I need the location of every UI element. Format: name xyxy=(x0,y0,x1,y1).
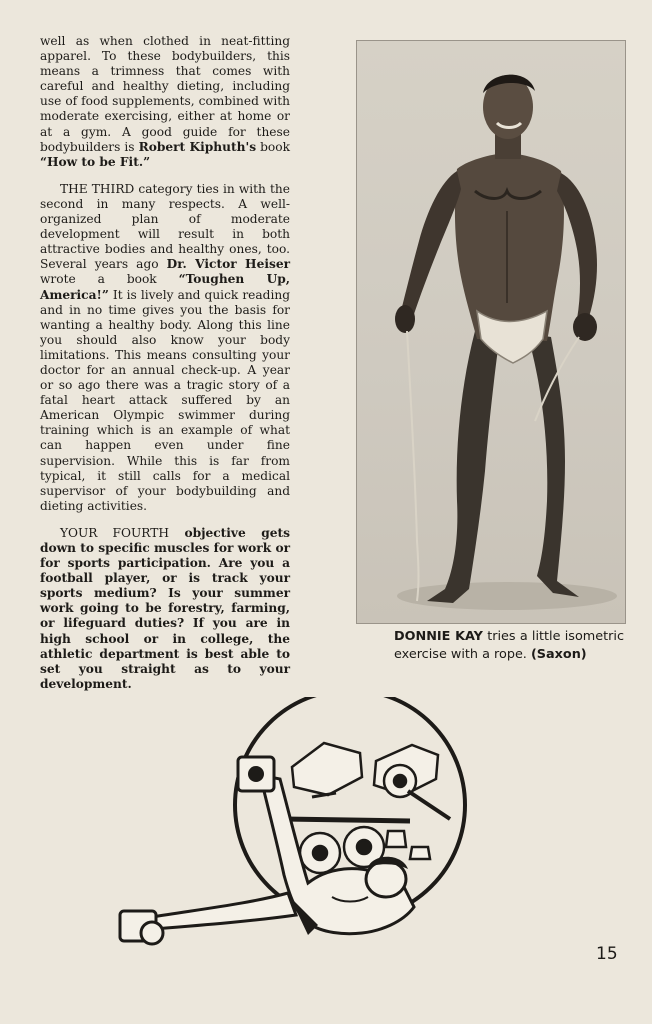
left-leg xyxy=(427,331,499,603)
article-column xyxy=(40,34,290,704)
caption-text: tries a little isometric exercise with a rope. xyxy=(394,629,624,662)
bodybuilder-photo xyxy=(356,40,626,624)
equipment-illustration xyxy=(112,697,484,955)
paragraph-continued xyxy=(40,34,290,170)
author-name: Robert Kiphuth's xyxy=(138,139,257,154)
photo-caption xyxy=(394,628,624,663)
paragraph-lead: THE THIRD xyxy=(60,181,135,196)
left-arm xyxy=(401,171,461,317)
right-arm xyxy=(557,173,597,319)
author-name: Dr. Victor Heiser xyxy=(166,257,290,272)
paragraph-text: It is lively and quick reading and in no time gives you the basis for wanting a healthy body. Along this line you should also know your body limitations. This means consulting your doctor for an annual check-up. A year or so ago there was a tragic story of a fatal heart attack suffered by an American Olympic swimmer during training which is an example of what can happen even under fine supervision. While this is far from typical, it still calls for a medical supervisor of your bodybuilding and dieting activities. xyxy=(40,287,290,513)
paragraph-third-category xyxy=(40,182,290,514)
paragraph-fourth-objective xyxy=(40,526,290,692)
rope xyxy=(407,331,419,601)
book-title: “How to be Fit.” xyxy=(40,154,151,169)
paragraph-text: book xyxy=(256,139,290,154)
paragraph-text: category ties in with the second in many respects. A well-organized plan of moderate development will result in both attractive bodies and healthy ones, too. Several years ago xyxy=(40,181,290,272)
right-leg xyxy=(527,333,579,597)
paragraph-text: well as when clothed in neat-fitting apparel. To these bodybuilders, this means a trimness that comes with careful and healthy dieting, including use of food supplements, combined with moderate exercising, either at home or at a gym. A good guide for these bodybuilders is xyxy=(40,34,290,154)
floor-shadow xyxy=(397,582,617,610)
book-title: “Toughen Up, America!” xyxy=(40,272,290,302)
paragraph-text: objective gets down to specific muscles for work or for sports participation. Are you a football player, or is track your sports medium? Is your summer work going to be forestry, farming, or lifeguard duties? If you are in high school or in college, the athletic department is best able to set you straight as to your development. xyxy=(40,525,290,691)
paragraph-text: wrote a book xyxy=(40,272,179,287)
page-number: 15 xyxy=(596,944,618,964)
paragraph-lead: YOUR FOURTH xyxy=(60,525,169,540)
torso xyxy=(455,153,564,341)
caption-name: DONNIE KAY xyxy=(394,629,483,644)
caption-credit: (Saxon) xyxy=(530,646,587,662)
weights-equipment xyxy=(284,743,450,873)
